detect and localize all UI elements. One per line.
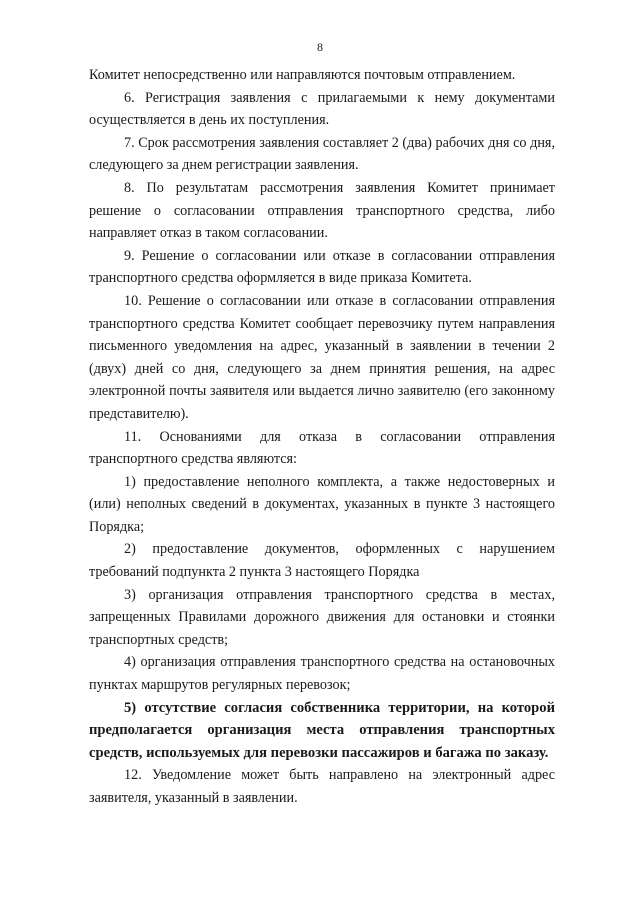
paragraph-continuation: Комитет непосредственно или направляются почтовым отправлением. [89, 67, 516, 83]
paragraph-item-9: 9. Решение о согласовании или отказе в согласовании отправления транспортного средства оформляется в виде приказа Комитета. [89, 247, 555, 287]
paragraph-item-8: 8. По результатам рассмотрения заявления Комитет принимает решение о согласовании отправления транспортного средства, либо направляет отказ в таком согласовании. [89, 179, 555, 242]
subitem-3: 3) организация отправления транспортного средства в местах, запрещенных Правилами дорожного движения для остановки и стоянки транспортных средств; [89, 586, 555, 648]
paragraph-item-7: 7. Срок рассмотрения заявления составляет 2 (два) рабочих дня со дня, следующего за днем регистрации заявления. [89, 134, 555, 174]
subitem-2: 2) предоставление документов, оформленных с нарушением требований подпункта 2 пункта 3 настоящего Порядка [89, 541, 555, 581]
subitem-5: 5) отсутствие согласия собственника территории, на которой предполагается организация места отправления транспортных средств, используемых для перевозки пассажиров и багажа по заказу. [89, 699, 555, 761]
subitem-4: 4) организация отправления транспортного средства на остановочных пунктах маршрутов регулярных перевозок; [89, 654, 555, 694]
subitem-1: 1) предоставление неполного комплекта, а также недостоверных и (или) неполных сведений в документах, указанных в пункте 3 настоящего Порядка; [89, 473, 555, 535]
paragraph-item-12: 12. Уведомление может быть направлено на электронный адрес заявителя, указанный в заявлении. [89, 767, 555, 806]
document-body [89, 64, 555, 810]
paragraph-item-6: 6. Регистрация заявления с прилагаемыми к нему документами осуществляется в день их поступления. [89, 89, 555, 129]
paragraph-item-11: 11. Основаниями для отказа в согласовании отправления транспортного средства являются: [89, 428, 555, 468]
page-number: 8 [317, 40, 323, 54]
paragraph-item-10: 10. Решение о согласовании или отказе в согласовании отправления транспортного средства Комитет сообщает перевозчику путем направления письменного уведомления на адрес, указанный в заявлении в течении 2 (двух) дней со дня, следующего за днем принятия решения, на адрес электронной почты заявителя или выдается лично заявителю (его законному представителю). [89, 292, 555, 422]
